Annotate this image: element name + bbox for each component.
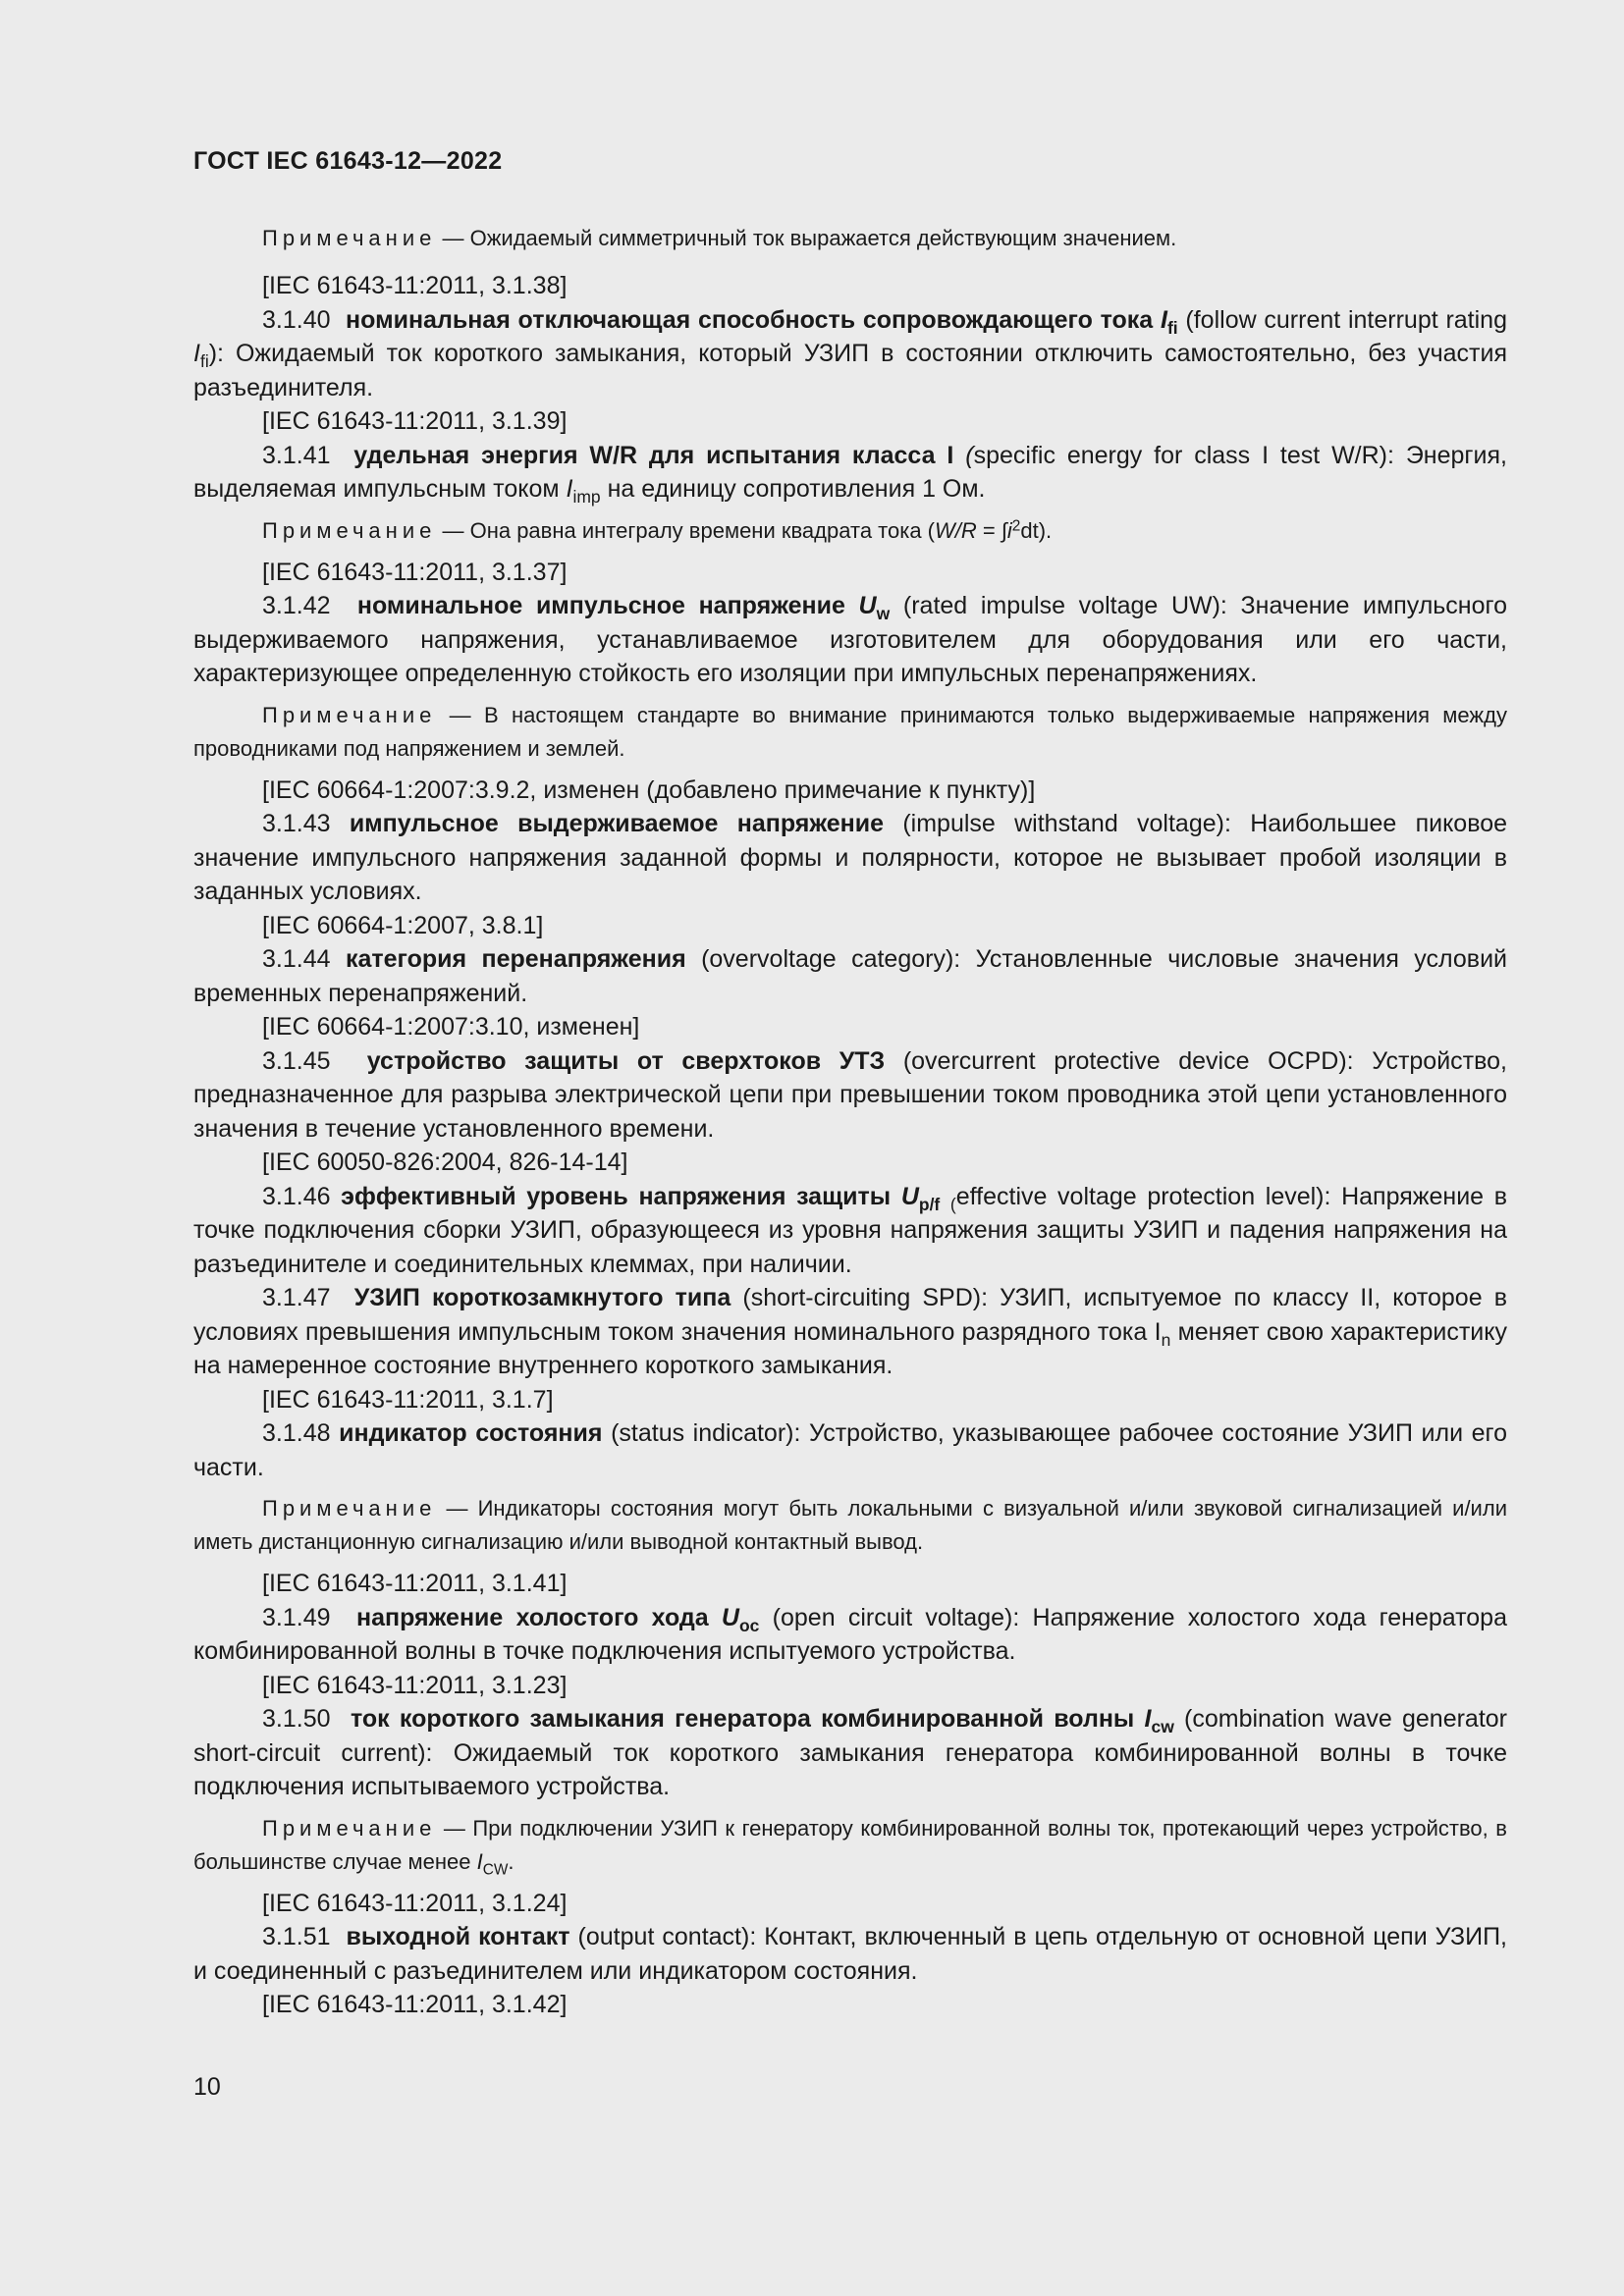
note-text: — В настоящем стандарте во внимание принимаются только выдерживаемые напряжения между проводниками под напряжением и землей. [193, 702, 1507, 761]
term-name: номинальное импульсное напряжение [356, 592, 845, 619]
term-number: 3.1.50 [262, 1705, 331, 1733]
term-definition: effective voltage protection level): Напряжение в точке подключения сборки УЗИП, образующееся из уровня напряжения защиты УЗИП и падения напряжения на разъединителе и соединительных клеммах, при наличии. [193, 1182, 1507, 1278]
term-english: (follow current interrupt rating [1185, 305, 1507, 334]
term-3-1-44 [193, 942, 1507, 1010]
term-3-1-42 [193, 589, 1507, 691]
note-end: . [508, 1848, 514, 1874]
note-label: Примечание [262, 1815, 437, 1841]
term-symbol: I [1160, 305, 1167, 334]
symbol: I [566, 475, 573, 503]
term-definition: ): Ожидаемый ток короткого замыкания, который УЗИП в состоянии отключить самостоятельно, без участия разъединителя. [193, 340, 1507, 401]
note-text: — Ожидаемый симметричный ток выражается действующим значением. [442, 226, 1177, 250]
term-3-1-40 [193, 303, 1507, 405]
term-definition: (overcurrent protective device OCPD): Устройство, предназначенное для разрыва электрической цепи при превышении током проводника этой цепи установленного значения в течение установленного времени. [193, 1046, 1507, 1143]
term-3-1-51 [193, 1920, 1507, 1988]
term-subscript: oc [738, 1615, 760, 1635]
formula: W/R [935, 517, 977, 543]
term-definition: (open circuit voltage): Напряжение холостого хода генератора комбинированной волны в точке подключения испытуемого устройства. [193, 1603, 1507, 1665]
note-text: — Индикаторы состояния могут быть локальными с визуальной и/или звуковой сигнализацией и/или иметь дистанционную сигнализацию и/или выводной контактный вывод. [193, 1496, 1507, 1554]
term-number: 3.1.51 [262, 1923, 331, 1950]
reference: [IEC 61643-11:2011, 3.1.7] [262, 1385, 554, 1414]
term-3-1-49 [193, 1601, 1507, 1669]
term-number: 3.1.43 [262, 810, 331, 837]
small-paren: ( [949, 1194, 956, 1214]
reference: [IEC 61643-11:2011, 3.1.41] [262, 1570, 568, 1597]
term-name: напряжение холостого хода [356, 1603, 709, 1631]
term-name: импульсное выдерживаемое напряжение [349, 810, 885, 837]
reference: [IEC 61643-11:2011, 3.1.42] [262, 1991, 568, 2018]
term-number: 3.1.48 [262, 1419, 331, 1447]
term-definition: (impulse withstand voltage): Наибольшее пиковое значение импульсного напряжения заданной формы и полярности, которое не вызывает пробой изоляции в заданных условиях. [193, 810, 1507, 905]
term-number: 3.1.46 [262, 1182, 331, 1210]
term-name: УЗИП короткозамкнутого типа [353, 1284, 731, 1311]
formula: i [1006, 517, 1012, 543]
term-symbol: I [1144, 1705, 1152, 1733]
subscript: CW [482, 1860, 509, 1878]
page-number: 10 [193, 2073, 221, 2101]
note-label: Примечание [262, 226, 437, 250]
term-number: 3.1.49 [262, 1603, 331, 1631]
reference: [IEC 61643-11:2011, 3.1.23] [262, 1671, 568, 1699]
term-subscript: w [876, 604, 891, 624]
term-name: эффективный уровень напряжения защиты [341, 1182, 892, 1210]
note [193, 699, 1507, 766]
paren: ( [965, 441, 974, 469]
subscript: n [1161, 1329, 1171, 1350]
term-3-1-43 [193, 807, 1507, 909]
reference: [IEC 60664-1:2007:3.9.2, изменен (добавлено примечание к пункту)] [262, 775, 1036, 804]
term-subscript: cw [1151, 1717, 1174, 1737]
term-3-1-48 [193, 1416, 1507, 1484]
standard-header: ГОСТ IEC 61643-12—2022 [193, 147, 503, 175]
term-symbol: U [721, 1603, 739, 1631]
term-definition: на единицу сопротивления 1 Ом. [600, 475, 986, 503]
note-label: Примечание [262, 1496, 437, 1521]
note [193, 514, 1507, 548]
term-name: ток короткого замыкания генератора комбинированной волны [350, 1705, 1135, 1733]
term-name: номинальная отключающая способность сопровождающего тока [346, 305, 1154, 334]
note-text: — При подключении УЗИП к генератору комбинированной волны ток, протекающий через устройство, в большинстве случае менее [193, 1815, 1507, 1874]
note-label: Примечание [262, 702, 437, 727]
term-number: 3.1.42 [262, 592, 331, 619]
superscript: 2 [1011, 516, 1021, 534]
term-number: 3.1.45 [262, 1046, 331, 1075]
term-number: 3.1.41 [262, 441, 331, 469]
term-number: 3.1.44 [262, 945, 331, 973]
symbol: I [193, 340, 200, 367]
term-english: specific energy for class I test W/R): Энергия, выделяемая импульсным током [193, 441, 1507, 503]
subscript: fi [199, 351, 209, 372]
term-definition: (rated impulse voltage UW): Значение импульсного выдерживаемого напряжения, устанавливаемое изготовителем для оборудования или его части, характеризующее определенную стойкость его изоляции при импульсных перенапряжениях. [193, 592, 1507, 687]
symbol: I [476, 1848, 483, 1874]
note [193, 1492, 1507, 1559]
note-text: — Она равна интегралу времени квадрата тока ( [442, 517, 936, 543]
term-3-1-41 [193, 439, 1507, 507]
reference: [IEC 61643-11:2011, 3.1.24] [262, 1889, 568, 1917]
term-3-1-47 [193, 1281, 1507, 1383]
term-subscript: fi [1166, 317, 1178, 338]
term-definition: (overvoltage category): Установленные числовые значения условий временных перенапряжений. [193, 945, 1508, 1007]
note-text: dt). [1020, 517, 1053, 543]
term-name: категория перенапряжения [345, 945, 686, 973]
term-name: выходной контакт [346, 1923, 570, 1950]
reference: [IEC 61643-11:2011, 3.1.39] [262, 407, 568, 435]
term-name: удельная энергия W/R для испытания класса I [353, 441, 954, 469]
term-number: 3.1.47 [262, 1284, 331, 1311]
term-definition: меняет свою характеристику на намеренное состояние внутреннего короткого замыкания. [193, 1317, 1507, 1379]
term-3-1-45 [193, 1044, 1507, 1147]
reference: [IEC 60664-1:2007, 3.8.1] [262, 911, 544, 939]
document-body [193, 222, 1507, 2022]
reference: [IEC 61643-11:2011, 3.1.37] [262, 558, 568, 586]
term-definition: (combination wave generator short-circuit current): Ожидаемый ток короткого замыкания генератора комбинированной волны в точке подключения испытываемого устройства. [193, 1705, 1507, 1800]
term-symbol: U [900, 1182, 919, 1210]
term-definition: (output contact): Контакт, включенный в цепь отдельную от основной цепи УЗИП, и соединенный с разъединителем или индикатором состояния. [193, 1923, 1507, 1985]
term-subscript: p/f [918, 1194, 941, 1214]
term-3-1-50 [193, 1702, 1507, 1804]
term-name: индикатор состояния [339, 1419, 603, 1447]
reference: [IEC 61643-11:2011, 3.1.38] [262, 272, 568, 299]
note-label: Примечание [262, 517, 437, 543]
reference: [IEC 60664-1:2007:3.10, изменен] [262, 1013, 640, 1041]
formula: = ∫ [976, 517, 1007, 543]
subscript: imp [572, 487, 601, 507]
term-number: 3.1.40 [262, 305, 331, 334]
term-symbol: U [858, 592, 877, 619]
note [193, 1812, 1507, 1879]
note [193, 222, 1507, 255]
term-3-1-46 [193, 1180, 1507, 1282]
reference: [IEC 60050-826:2004, 826-14-14] [262, 1148, 628, 1176]
term-name: устройство защиты от сверхтоков УТЗ [366, 1046, 886, 1075]
term-definition: (status indicator): Устройство, указывающее рабочее состояние УЗИП или его части. [193, 1419, 1507, 1481]
term-definition: (short-circuiting SPD): УЗИП, испытуемое по классу II, которое в условиях превышения импульсным током значения номинального разрядного тока I [193, 1284, 1507, 1346]
